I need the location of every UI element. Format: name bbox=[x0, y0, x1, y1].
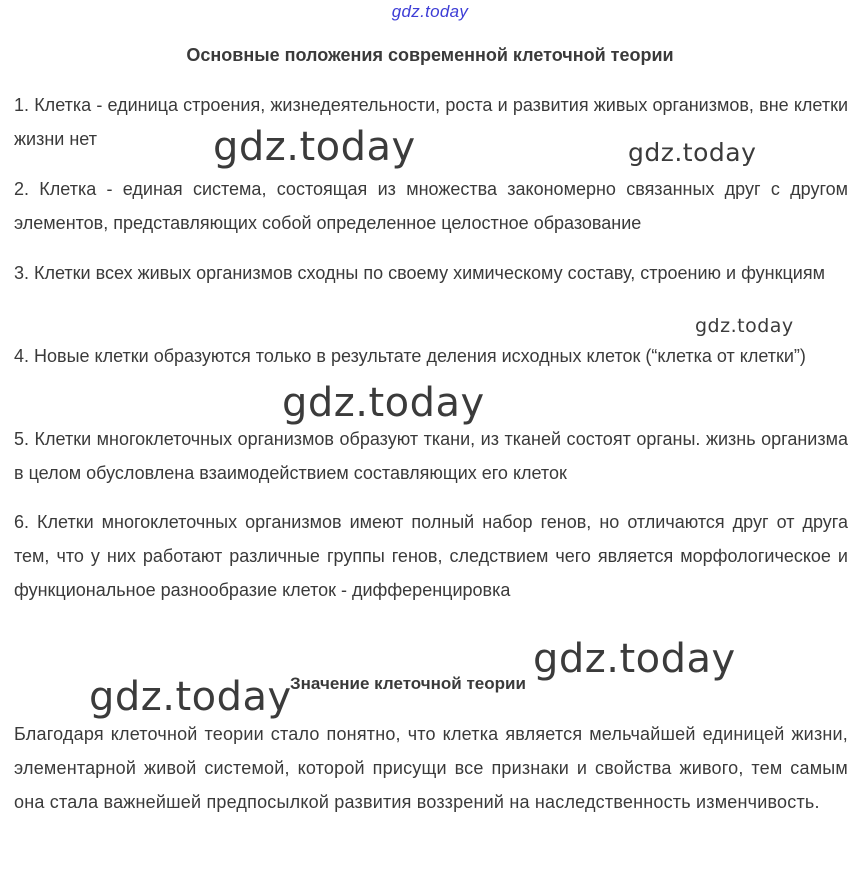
watermark: gdz.today bbox=[89, 674, 292, 720]
section-title-main: Основные положения современной клеточной теории bbox=[186, 45, 674, 65]
watermark: gdz.today bbox=[533, 636, 736, 682]
watermark: gdz.today bbox=[282, 380, 485, 426]
site-watermark-top: gdz.today bbox=[391, 2, 469, 21]
paragraph-5: 5. Клетки многоклеточных организмов образуют ткани, из тканей состоят органы. жизнь организма в целом обусловлена взаимодействием составляющих его клеток bbox=[14, 429, 848, 483]
paragraph-6: 6. Клетки многоклеточных организмов имеют полный набор генов, но отличаются друг от друга тем, что у них работают различные группы генов, следствием чего является морфологическое и функциональное разнообразие клеток - дифференцировка bbox=[14, 512, 848, 600]
paragraph-3: 3. Клетки всех живых организмов сходны по своему химическому составу, строению и функциям bbox=[14, 263, 825, 283]
paragraph-1: 1. Клетка - единица строения, жизнедеятельности, роста и развития живых организмов, вне клетки жизни нет bbox=[14, 95, 848, 149]
paragraph-4: 4. Новые клетки образуются только в результате деления исходных клеток (“клетка от клетки”) bbox=[14, 346, 806, 366]
paragraph-significance: Благодаря клеточной теории стало понятно, что клетка является мельчайшей единицей жизни, элементарной живой системой, которой присущи все признаки и свойства живого, тем самым она стала важнейшей предпосылкой развития воззрений на наследственность изменчивость. bbox=[14, 724, 848, 812]
watermark: gdz.today bbox=[628, 138, 757, 167]
watermark: gdz.today bbox=[213, 124, 416, 170]
watermark: gdz.today bbox=[695, 315, 794, 337]
section-title-significance: Значение клеточной теории bbox=[290, 674, 526, 693]
paragraph-2: 2. Клетка - единая система, состоящая из множества закономерно связанных друг с другом элементов, представляющих собой определенное целостное образование bbox=[14, 179, 848, 233]
